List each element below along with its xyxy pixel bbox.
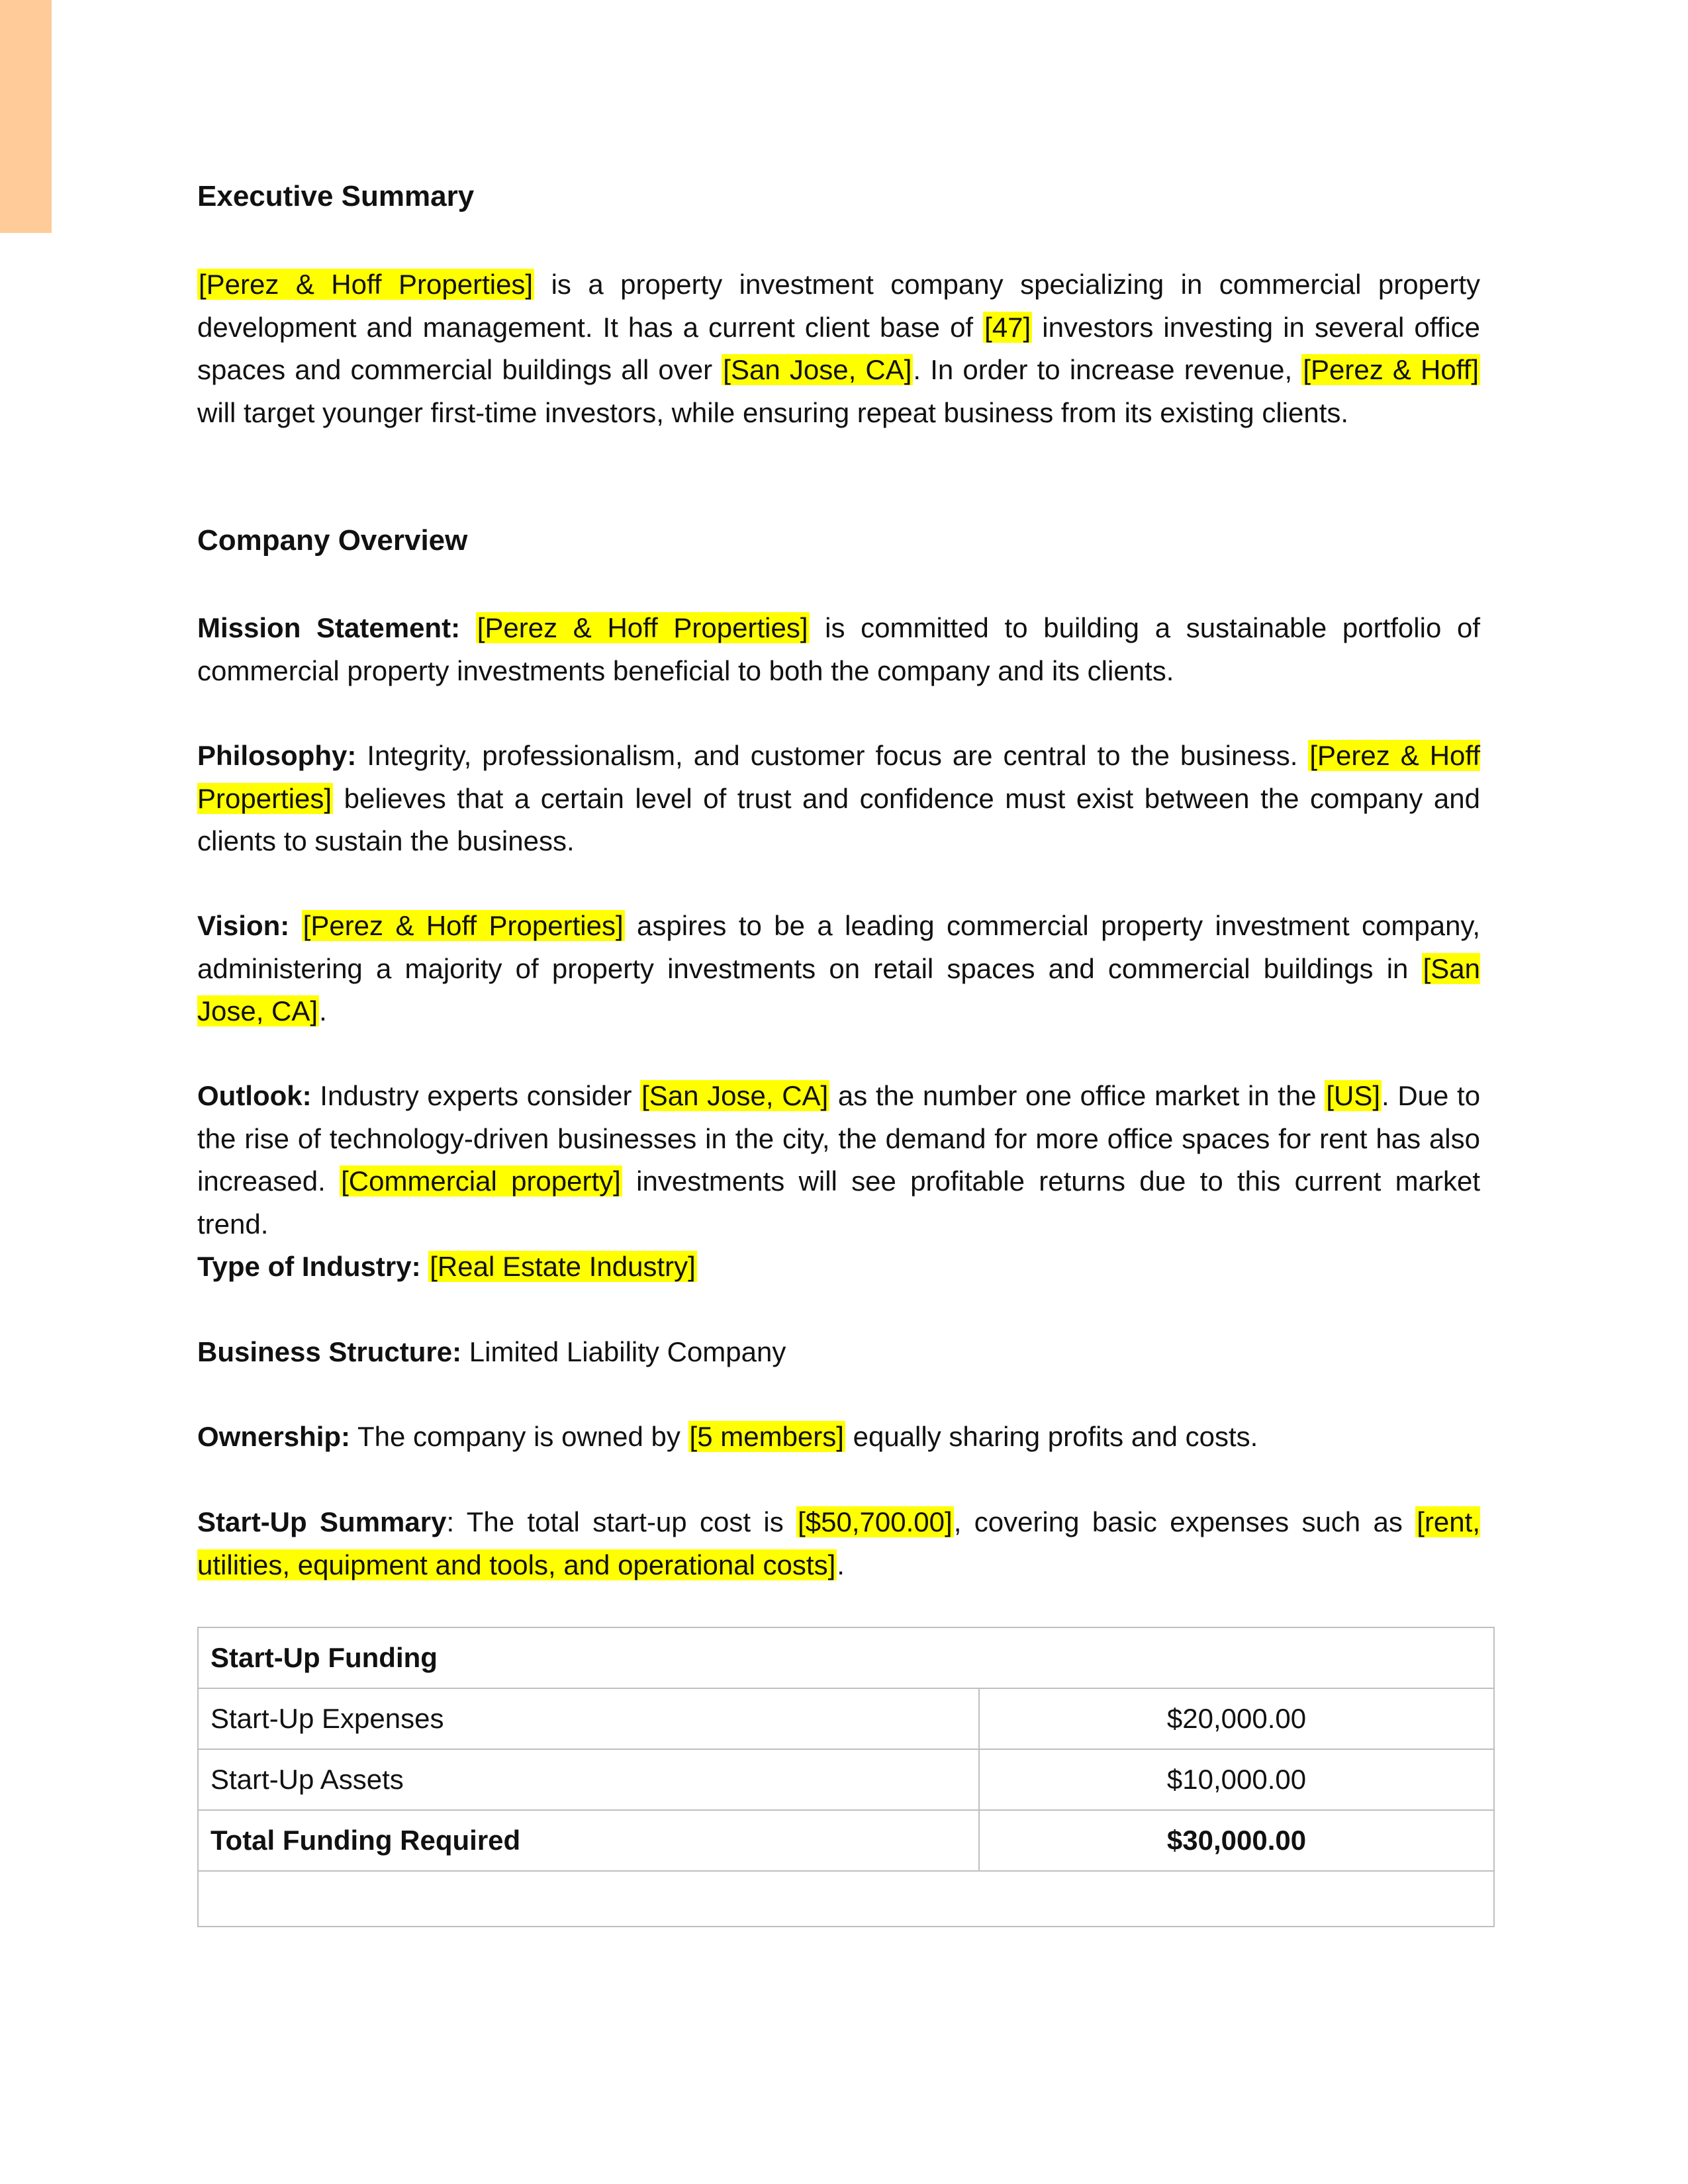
table-row — [198, 1749, 1494, 1810]
page-corner-tab — [0, 0, 52, 233]
table-total-row — [198, 1810, 1494, 1871]
placeholder-location: [San Jose, CA] — [723, 354, 912, 385]
placeholder-company-short: [Perez & Hoff] — [1303, 354, 1479, 385]
placeholder-industry: [Real Estate Industry] — [430, 1251, 696, 1282]
startup-funding-table — [197, 1627, 1495, 1927]
table-empty-row — [198, 1871, 1494, 1927]
ownership-label: Ownership: — [197, 1421, 351, 1452]
executive-summary-heading: Executive Summary — [197, 180, 475, 212]
business-structure-paragraph: Business Structure: Limited Liability Company — [197, 1336, 786, 1367]
executive-summary-paragraph: [Perez & Hoff Properties] is a property investment company specializing in commercial property development and management. It has a current client base of [47] investors investing in several office spaces and commercial buildings all over [San Jose, CA]. In order to increase revenue, [Perez & Hoff] will target younger first-time investors, while ensuring repeat business from its existing clients. — [197, 269, 1481, 428]
total-label: Total Funding Required — [211, 1825, 521, 1856]
startup-summary-paragraph: Start-Up Summary: The total start-up cost is [$50,700.00], covering basic expenses such as [rent, utilities, equipment and tools, and operational costs]. — [197, 1506, 1480, 1580]
table-row — [198, 1688, 1494, 1749]
outlook-label: Outlook: — [197, 1080, 312, 1111]
row-label: Start-Up Assets — [198, 1749, 979, 1810]
placeholder-members: [5 members] — [689, 1421, 844, 1452]
placeholder-company: [Perez & Hoff Properties] — [197, 740, 1480, 814]
placeholder-location: [San Jose, CA] — [641, 1080, 829, 1111]
placeholder-company: [Perez & Hoff Properties] — [303, 910, 624, 941]
row-value: $20,000.00 — [979, 1688, 1494, 1749]
total-value: $30,000.00 — [1166, 1825, 1307, 1856]
vision-paragraph: Vision: [Perez & Hoff Properties] aspires to be a leading commercial property investment company, administering a majority of property investments on retail spaces and commercial buildings in [San Jose, CA]. — [197, 910, 1481, 1026]
mission-label: Mission Statement: — [197, 612, 461, 643]
placeholder-country: [US] — [1326, 1080, 1381, 1111]
placeholder-expenses: [rent, utilities, equipment and tools, and operational costs] — [197, 1506, 1480, 1580]
ownership-paragraph: Ownership: The company is owned by [5 members] equally sharing profits and costs. — [197, 1421, 1258, 1452]
startup-label: Start-Up Summary — [197, 1506, 447, 1537]
placeholder-company: [Perez & Hoff Properties] — [199, 269, 534, 300]
placeholder-sector: [Commercial property] — [341, 1165, 621, 1197]
placeholder-cost: [$50,700.00] — [798, 1506, 953, 1537]
industry-paragraph — [197, 1246, 1480, 1289]
row-value: $10,000.00 — [979, 1749, 1494, 1810]
philosophy-paragraph: Philosophy: Integrity, professionalism, and customer focus are central to the business. [Perez & Hoff Properties] believes that a certain level of trust and confidence must exist between the company and clients to sustain the business. — [197, 740, 1481, 856]
industry-label: Type of Industry: — [197, 1251, 421, 1282]
table-title: Start-Up Funding — [211, 1642, 438, 1673]
vision-label: Vision: — [197, 910, 290, 941]
mission-statement-paragraph: Mission Statement: [Perez & Hoff Properties] is committed to building a sustainable portfolio of commercial property investments beneficial to both the company and its clients. — [197, 612, 1480, 686]
structure-label: Business Structure: — [197, 1336, 462, 1367]
row-label: Start-Up Expenses — [198, 1688, 979, 1749]
placeholder-company: [Perez & Hoff Properties] — [477, 612, 808, 643]
table-header-row — [198, 1627, 1494, 1688]
company-overview-heading: Company Overview — [197, 524, 468, 557]
placeholder-location: [San Jose, CA] — [197, 952, 1480, 1026]
philosophy-label: Philosophy: — [197, 740, 357, 771]
placeholder-client-count: [47] — [984, 311, 1031, 343]
outlook-paragraph: Outlook: Industry experts consider [San Jose, CA] as the number one office market in the [US]. Due to the rise of technology-driven businesses in the city, the demand for more office spaces for rent has also increased. [Commercial property] investments will see profitable returns due to this current market trend. — [197, 1080, 1481, 1240]
